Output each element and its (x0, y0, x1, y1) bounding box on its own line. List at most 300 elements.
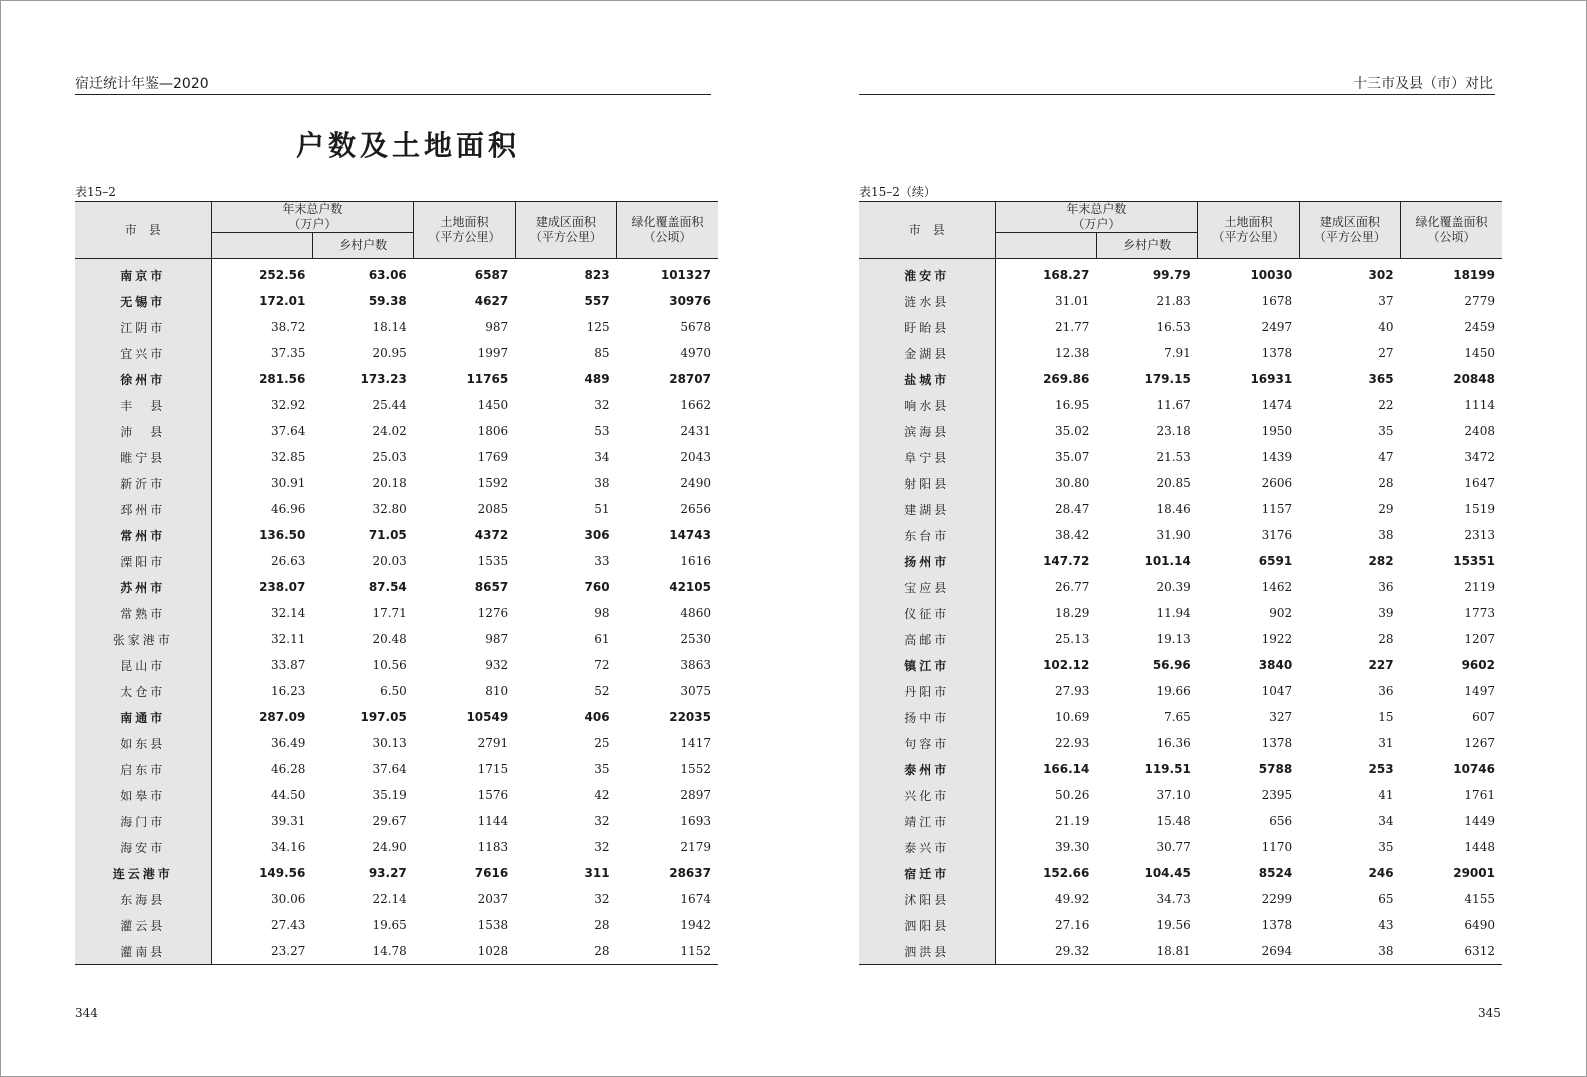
green-area-value: 4970 (680, 346, 711, 360)
households-value: 31.01 (1055, 294, 1090, 308)
land-area-value: 16931 (1250, 372, 1293, 386)
col-header-green: 绿化覆盖面积 （公顷） (617, 202, 718, 259)
table-row (75, 678, 718, 704)
region-name: 常熟市 (75, 600, 211, 626)
green-area-value: 1267 (1464, 736, 1495, 750)
built-area-value: 125 (586, 320, 610, 334)
table-row (75, 522, 718, 548)
households-value: 32.14 (271, 606, 306, 620)
land-area-value: 1950 (1261, 424, 1293, 438)
households-value: 39.31 (271, 814, 306, 828)
land-area-value: 1769 (477, 450, 509, 464)
built-area-value: 246 (1368, 866, 1394, 880)
rural-households-value: 20.95 (372, 346, 407, 360)
table-row (859, 730, 1502, 756)
households-value: 46.96 (271, 502, 306, 516)
region-name: 淮安市 (859, 262, 995, 288)
col-header-built: 建成区面积 （平方公里） (515, 202, 616, 259)
households-value: 18.29 (1055, 606, 1090, 620)
region-name: 灌南县 (75, 938, 211, 965)
built-area-value: 51 (594, 502, 610, 516)
table-row (75, 938, 718, 965)
built-area-value: 35 (1378, 840, 1394, 854)
left-data-table (75, 201, 718, 965)
green-area-value: 2490 (680, 476, 711, 490)
land-area-value: 1592 (477, 476, 509, 490)
col-header-land: 土地面积 （平方公里） (1198, 202, 1299, 259)
table-row (859, 626, 1502, 652)
table-row (859, 808, 1502, 834)
land-area-value: 932 (485, 658, 509, 672)
green-area-value: 1773 (1464, 606, 1495, 620)
table-row (75, 340, 718, 366)
land-area-value: 1157 (1261, 502, 1293, 516)
land-area-value: 3840 (1258, 658, 1293, 672)
col-header-region: 市 县 (859, 202, 995, 259)
table-row (75, 756, 718, 782)
region-name: 泰州市 (859, 756, 995, 782)
built-area-value: 61 (594, 632, 610, 646)
land-area-value: 902 (1269, 606, 1293, 620)
rural-households-value: 16.36 (1156, 736, 1191, 750)
right-page-number: 345 (1478, 1006, 1501, 1020)
table-row (75, 548, 718, 574)
region-name: 沛 县 (75, 418, 211, 444)
green-area-value: 5678 (680, 320, 711, 334)
households-value: 21.77 (1055, 320, 1090, 334)
table-row (859, 522, 1502, 548)
green-area-value: 2530 (680, 632, 711, 646)
green-area-value: 1207 (1464, 632, 1495, 646)
rural-households-value: 197.05 (360, 710, 407, 724)
land-area-value: 2037 (477, 892, 509, 906)
rural-households-value: 17.71 (372, 606, 407, 620)
region-name: 靖江市 (859, 808, 995, 834)
table-row (75, 366, 718, 392)
left-running-head: 宿迁统计年鉴—2020 (75, 76, 209, 92)
households-value: 12.38 (1055, 346, 1090, 360)
rural-households-value: 22.14 (372, 892, 407, 906)
table-row (859, 392, 1502, 418)
rural-households-value: 10.56 (372, 658, 407, 672)
green-area-value: 3863 (680, 658, 711, 672)
green-area-value: 14743 (669, 528, 711, 542)
region-name: 如皋市 (75, 782, 211, 808)
region-name: 宜兴市 (75, 340, 211, 366)
green-area-value: 22035 (669, 710, 711, 724)
households-value: 152.66 (1043, 866, 1090, 880)
rural-households-value: 35.19 (372, 788, 407, 802)
col-header-land: 土地面积 （平方公里） (414, 202, 515, 259)
green-area-value: 2431 (680, 424, 711, 438)
green-area-value: 1552 (680, 762, 711, 776)
table-row (859, 600, 1502, 626)
land-area-value: 11765 (466, 372, 509, 386)
households-value: 50.26 (1055, 788, 1090, 802)
table-row (859, 496, 1502, 522)
built-area-value: 32 (594, 814, 610, 828)
land-area-value: 6587 (474, 268, 509, 282)
table-row (859, 262, 1502, 288)
rural-households-value: 21.83 (1156, 294, 1191, 308)
land-area-value: 1538 (477, 918, 509, 932)
built-area-value: 38 (1378, 528, 1394, 542)
green-area-value: 1417 (680, 736, 711, 750)
built-area-value: 31 (1378, 736, 1394, 750)
region-name: 丰 县 (75, 392, 211, 418)
table-row (75, 860, 718, 886)
rural-households-value: 19.65 (372, 918, 407, 932)
built-area-value: 282 (1368, 554, 1394, 568)
land-area-value: 1535 (477, 554, 509, 568)
left-page-number: 344 (75, 1006, 98, 1020)
table-row (859, 314, 1502, 340)
table-row (75, 730, 718, 756)
green-area-value: 1761 (1464, 788, 1495, 802)
households-value: 27.93 (1055, 684, 1090, 698)
region-name: 泗阳县 (859, 912, 995, 938)
households-value: 39.30 (1055, 840, 1090, 854)
rural-households-value: 99.79 (1152, 268, 1191, 282)
green-area-value: 1450 (1464, 346, 1495, 360)
built-area-value: 29 (1378, 502, 1394, 516)
green-area-value: 1616 (680, 554, 711, 568)
region-name: 东台市 (859, 522, 995, 548)
region-name: 涟水县 (859, 288, 995, 314)
rural-households-value: 24.02 (372, 424, 407, 438)
col-header-households: 年末总户数 （万户） (995, 202, 1198, 233)
land-area-value: 6591 (1258, 554, 1293, 568)
households-value: 168.27 (1043, 268, 1090, 282)
rural-households-value: 30.77 (1156, 840, 1191, 854)
table-row (75, 262, 718, 288)
table-row (75, 288, 718, 314)
region-name: 盐城市 (859, 366, 995, 392)
built-area-value: 35 (1378, 424, 1394, 438)
built-area-value: 32 (594, 840, 610, 854)
region-name: 如东县 (75, 730, 211, 756)
rural-households-value: 18.46 (1156, 502, 1191, 516)
green-area-value: 2043 (680, 450, 711, 464)
table-row (859, 834, 1502, 860)
land-area-value: 1997 (477, 346, 509, 360)
table-row (75, 626, 718, 652)
rural-households-value: 11.67 (1156, 398, 1191, 412)
green-area-value: 6490 (1464, 918, 1495, 932)
table-row (75, 834, 718, 860)
land-area-value: 10030 (1250, 268, 1293, 282)
built-area-value: 39 (1378, 606, 1394, 620)
households-value: 16.95 (1055, 398, 1090, 412)
land-area-value: 4372 (474, 528, 509, 542)
built-area-value: 22 (1378, 398, 1394, 412)
green-area-value: 2779 (1464, 294, 1495, 308)
households-value: 22.93 (1055, 736, 1090, 750)
col-header-rural: 乡村户数 (1096, 233, 1197, 259)
built-area-value: 306 (584, 528, 610, 542)
green-area-value: 1647 (1464, 476, 1495, 490)
rural-households-value: 20.39 (1156, 580, 1191, 594)
land-area-value: 656 (1269, 814, 1293, 828)
land-area-value: 1450 (477, 398, 509, 412)
green-area-value: 3075 (680, 684, 711, 698)
region-name: 睢宁县 (75, 444, 211, 470)
col-header-empty (995, 233, 1096, 259)
region-name: 南京市 (75, 262, 211, 288)
land-area-value: 1170 (1261, 840, 1293, 854)
land-area-value: 1183 (477, 840, 509, 854)
table-row (859, 574, 1502, 600)
right-data-table (859, 201, 1502, 965)
built-area-value: 406 (584, 710, 610, 724)
left-table-label: 表15–2 (75, 185, 116, 199)
col-header-built: 建成区面积 （平方公里） (1299, 202, 1400, 259)
land-area-value: 1028 (414, 938, 515, 965)
rural-households-value: 20.18 (372, 476, 407, 490)
households-value: 29.32 (995, 938, 1096, 965)
region-name: 句容市 (859, 730, 995, 756)
green-area-value: 1674 (680, 892, 711, 906)
green-area-value: 18199 (1453, 268, 1495, 282)
region-name: 金湖县 (859, 340, 995, 366)
land-area-value: 2791 (477, 736, 509, 750)
land-area-value: 1462 (1261, 580, 1293, 594)
built-area-value: 72 (594, 658, 610, 672)
built-area-value: 32 (594, 892, 610, 906)
region-name: 扬州市 (859, 548, 995, 574)
rural-households-value: 19.66 (1156, 684, 1191, 698)
green-area-value: 30976 (669, 294, 711, 308)
table-row (859, 704, 1502, 730)
built-area-value: 38 (1299, 938, 1400, 965)
households-value: 26.77 (1055, 580, 1090, 594)
rural-households-value: 24.90 (372, 840, 407, 854)
households-value: 32.11 (271, 632, 306, 646)
built-area-value: 85 (594, 346, 610, 360)
region-name: 南通市 (75, 704, 211, 730)
households-value: 37.64 (271, 424, 306, 438)
households-value: 46.28 (271, 762, 306, 776)
land-area-value: 1922 (1261, 632, 1293, 646)
households-value: 35.07 (1055, 450, 1090, 464)
land-area-value: 7616 (474, 866, 509, 880)
green-area-value: 28637 (669, 866, 711, 880)
table-row (75, 444, 718, 470)
built-area-value: 34 (1378, 814, 1394, 828)
households-value: 49.92 (1055, 892, 1090, 906)
region-name: 常州市 (75, 522, 211, 548)
rural-households-value: 11.94 (1156, 606, 1191, 620)
region-name: 盱眙县 (859, 314, 995, 340)
table-row (75, 314, 718, 340)
households-value: 30.91 (271, 476, 306, 490)
green-area-value: 15351 (1453, 554, 1495, 568)
region-name: 昆山市 (75, 652, 211, 678)
land-area-value: 2497 (1261, 320, 1293, 334)
land-area-value: 2694 (1198, 938, 1299, 965)
households-value: 166.14 (1043, 762, 1090, 776)
region-name: 响水县 (859, 392, 995, 418)
table-row (75, 704, 718, 730)
green-area-value: 1942 (680, 918, 711, 932)
green-area-value: 3472 (1464, 450, 1495, 464)
built-area-value: 557 (584, 294, 610, 308)
households-value: 34.16 (271, 840, 306, 854)
built-area-value: 302 (1368, 268, 1394, 282)
table-row (859, 782, 1502, 808)
land-area-value: 8657 (474, 580, 509, 594)
rural-households-value: 59.38 (368, 294, 407, 308)
green-area-value: 1519 (1464, 502, 1495, 516)
rural-households-value: 14.78 (312, 938, 413, 965)
table-row (859, 470, 1502, 496)
green-area-value: 1449 (1464, 814, 1495, 828)
land-area-value: 2606 (1261, 476, 1293, 490)
built-area-value: 41 (1378, 788, 1394, 802)
green-area-value: 1114 (1464, 398, 1495, 412)
built-area-value: 53 (594, 424, 610, 438)
rural-households-value: 87.54 (368, 580, 407, 594)
households-value: 23.27 (211, 938, 312, 965)
built-area-value: 28 (515, 938, 616, 965)
land-area-value: 987 (485, 320, 509, 334)
households-value: 27.43 (271, 918, 306, 932)
rural-households-value: 15.48 (1156, 814, 1191, 828)
households-value: 44.50 (271, 788, 306, 802)
households-value: 32.92 (271, 398, 306, 412)
green-area-value: 2313 (1464, 528, 1495, 542)
built-area-value: 227 (1368, 658, 1394, 672)
rural-households-value: 25.03 (372, 450, 407, 464)
table-row (859, 678, 1502, 704)
land-area-value: 327 (1269, 710, 1293, 724)
table-row (75, 912, 718, 938)
households-value: 28.47 (1055, 502, 1090, 516)
table-row (75, 418, 718, 444)
households-value: 287.09 (259, 710, 306, 724)
built-area-value: 33 (594, 554, 610, 568)
region-name: 射阳县 (859, 470, 995, 496)
land-area-value: 1576 (477, 788, 509, 802)
built-area-value: 28 (1378, 632, 1394, 646)
built-area-value: 28 (1378, 476, 1394, 490)
right-table-label: 表15–2（续） (859, 185, 936, 199)
region-name: 苏州市 (75, 574, 211, 600)
rural-households-value: 93.27 (368, 866, 407, 880)
built-area-value: 42 (594, 788, 610, 802)
region-name: 高邮市 (859, 626, 995, 652)
green-area-value: 20848 (1453, 372, 1495, 386)
land-area-value: 1378 (1261, 918, 1293, 932)
green-area-value: 9602 (1461, 658, 1495, 672)
land-area-value: 1474 (1261, 398, 1293, 412)
rural-households-value: 101.14 (1144, 554, 1191, 568)
green-area-value: 29001 (1453, 866, 1495, 880)
built-area-value: 40 (1378, 320, 1394, 334)
rural-households-value: 20.85 (1156, 476, 1191, 490)
right-running-head: 十三市及县（市）对比 (1353, 76, 1493, 92)
rural-households-value: 20.03 (372, 554, 407, 568)
rural-households-value: 18.81 (1096, 938, 1197, 965)
built-area-value: 489 (584, 372, 610, 386)
households-value: 21.19 (1055, 814, 1090, 828)
region-name: 丹阳市 (859, 678, 995, 704)
built-area-value: 365 (1368, 372, 1394, 386)
region-name: 滨海县 (859, 418, 995, 444)
rural-households-value: 119.51 (1144, 762, 1191, 776)
region-name: 启东市 (75, 756, 211, 782)
built-area-value: 25 (594, 736, 610, 750)
households-value: 30.80 (1055, 476, 1090, 490)
households-value: 32.85 (271, 450, 306, 464)
households-value: 16.23 (271, 684, 306, 698)
land-area-value: 2299 (1261, 892, 1293, 906)
rural-households-value: 56.96 (1152, 658, 1191, 672)
rural-households-value: 16.53 (1156, 320, 1191, 334)
built-area-value: 35 (594, 762, 610, 776)
table-row (75, 496, 718, 522)
land-area-value: 5788 (1258, 762, 1293, 776)
rural-households-value: 18.14 (372, 320, 407, 334)
green-area-value: 4860 (680, 606, 711, 620)
table-row (75, 600, 718, 626)
green-area-value: 1152 (617, 938, 718, 965)
built-area-value: 823 (584, 268, 610, 282)
rural-households-value: 179.15 (1144, 372, 1191, 386)
green-area-value: 101327 (660, 268, 711, 282)
land-area-value: 2395 (1261, 788, 1293, 802)
table-row (859, 886, 1502, 912)
rural-households-value: 34.73 (1156, 892, 1191, 906)
table-row (859, 912, 1502, 938)
land-area-value: 8524 (1258, 866, 1293, 880)
region-name: 江阴市 (75, 314, 211, 340)
rural-households-value: 173.23 (360, 372, 407, 386)
land-area-value: 1276 (477, 606, 509, 620)
households-value: 252.56 (259, 268, 306, 282)
rural-households-value: 31.90 (1156, 528, 1191, 542)
rural-households-value: 63.06 (368, 268, 407, 282)
land-area-value: 1715 (477, 762, 509, 776)
rural-households-value: 7.65 (1164, 710, 1191, 724)
rural-households-value: 25.44 (372, 398, 407, 412)
rural-households-value: 104.45 (1144, 866, 1191, 880)
households-value: 27.16 (1055, 918, 1090, 932)
built-area-value: 47 (1378, 450, 1394, 464)
region-name: 阜宁县 (859, 444, 995, 470)
households-value: 281.56 (259, 372, 306, 386)
land-area-value: 10549 (466, 710, 509, 724)
page-title: 户数及土地面积 (296, 129, 521, 162)
green-area-value: 2656 (680, 502, 711, 516)
built-area-value: 36 (1378, 684, 1394, 698)
rural-households-value: 37.10 (1156, 788, 1191, 802)
households-value: 33.87 (271, 658, 306, 672)
green-area-value: 1693 (680, 814, 711, 828)
green-area-value: 2119 (1464, 580, 1495, 594)
table-row (859, 938, 1502, 965)
rural-households-value: 19.56 (1156, 918, 1191, 932)
region-name: 仪征市 (859, 600, 995, 626)
households-value: 35.02 (1055, 424, 1090, 438)
households-value: 25.13 (1055, 632, 1090, 646)
built-area-value: 15 (1378, 710, 1394, 724)
green-area-value: 2897 (680, 788, 711, 802)
region-name: 泗洪县 (859, 938, 995, 965)
built-area-value: 32 (594, 398, 610, 412)
col-header-region: 市 县 (75, 202, 211, 259)
col-header-green: 绿化覆盖面积 （公顷） (1401, 202, 1502, 259)
